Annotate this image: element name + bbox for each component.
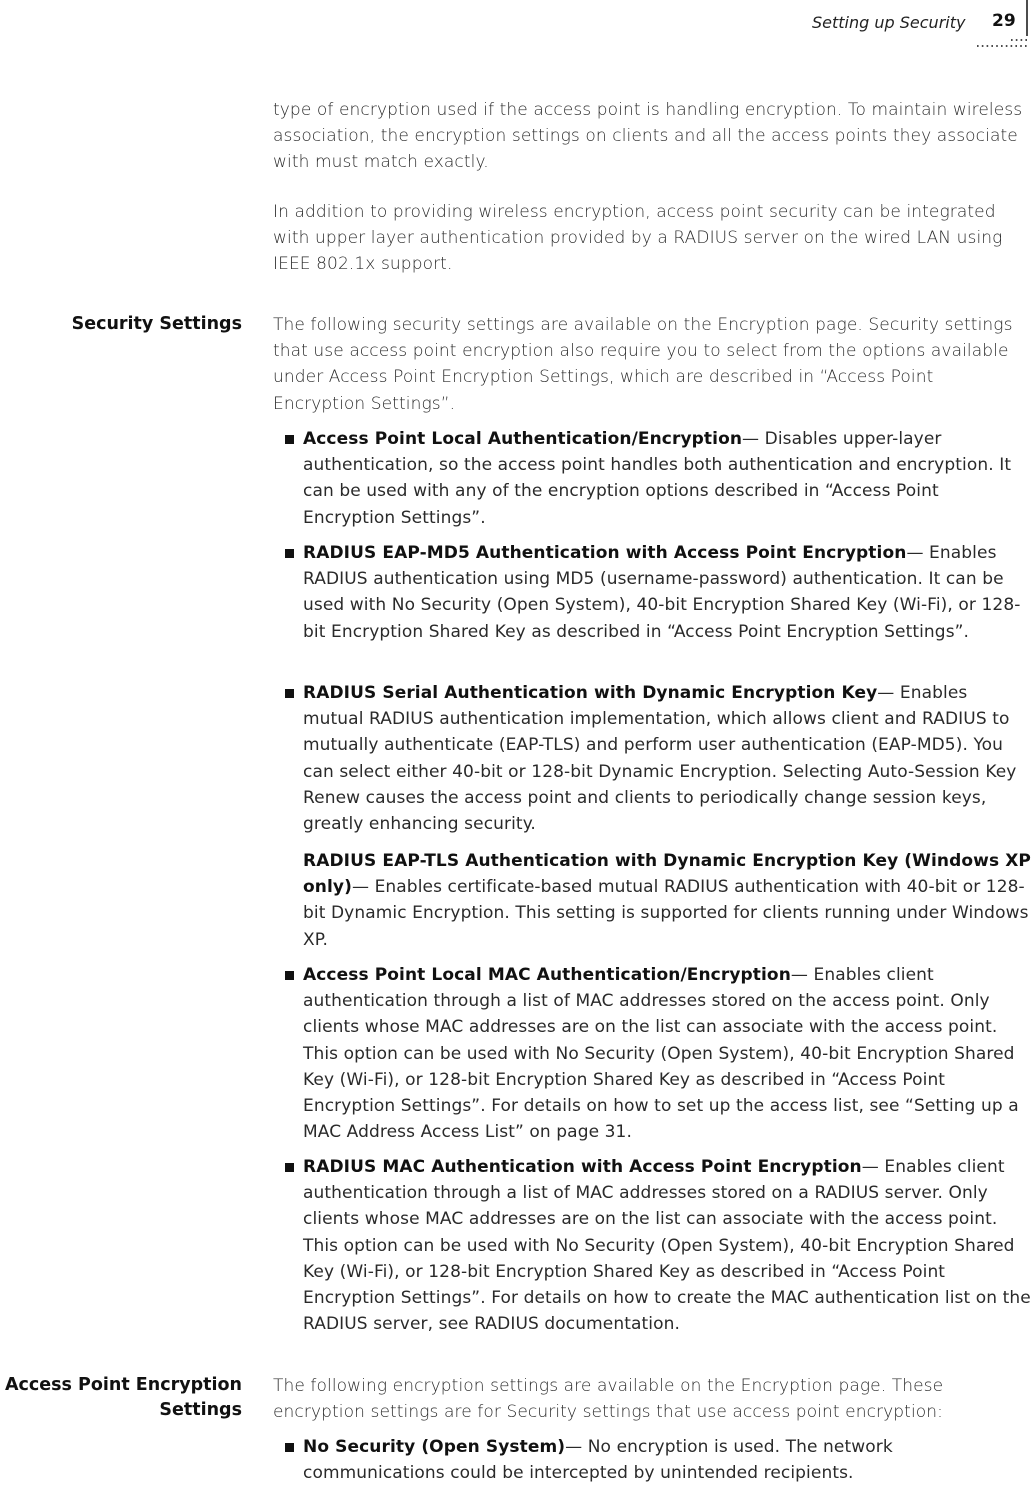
intro-paragraph-2: In addition to providing wireless encryption, access point security can be integrated with upper layer authentication provided by a RADIUS server on the wired LAN using IEEE 802.1x support.: [273, 202, 1003, 275]
security-option-radius-eap-md5: [273, 540, 1032, 645]
corner-rule-graphic: [977, 0, 1029, 50]
bullet-square-icon: [285, 1163, 294, 1172]
option-title: No Security (Open System): [303, 1437, 566, 1457]
bullet-square-icon: [285, 435, 294, 444]
security-option-radius-mac-auth: [273, 1154, 1032, 1337]
option-description: — Disables upper-layer authentication, so the access point handles both authentication and encryption. It can be used with any of the encryption options described in “Access Point Encryption Settings”.: [303, 429, 1012, 528]
running-header-title: Setting up Security: [812, 13, 966, 32]
bullet-square-icon: [285, 689, 294, 698]
security-settings-intro: The following security settings are available on the Encryption page. Security settings that use access point encryption also require you to select from the options available under Access Point Encryption Settings, which are described in “Access Point Encryption Settings”.: [273, 315, 1013, 414]
page-number: 29: [992, 11, 1016, 31]
heading-line-1: Access Point Encryption: [4, 1375, 242, 1395]
encryption-option-no-security: [273, 1434, 1032, 1486]
option-description: — Enables client authentication through a list of MAC addresses stored on the access point. Only clients whose MAC addresses are on the list can associate with the access point. This option can be used with No Security (Open System), 40-bit Encryption Shared Key (Wi-Fi), or 128-bit Encryption Shared Key as described in “Access Point Encryption Settings”. For details on how to set up the access list, see “Setting up a MAC Address Access List” on page 31.: [303, 965, 1019, 1143]
option-title: RADIUS Serial Authentication with Dynamic Encryption Key: [303, 683, 878, 703]
bullet-square-icon: [285, 1443, 294, 1452]
security-option-local-auth: [273, 426, 1032, 531]
security-settings-heading: Security Settings: [71, 314, 242, 334]
security-option-radius-eap-tls: [273, 848, 1032, 953]
heading-line-2: Settings: [159, 1400, 242, 1420]
option-description: — No encryption is used. The network communications could be intercepted by unintended recipients.: [303, 1437, 893, 1484]
ap-encryption-settings-heading: [5, 1373, 242, 1423]
option-title: Access Point Local Authentication/Encryption: [303, 429, 743, 449]
option-description: — Enables RADIUS authentication using MD5 (username-password) authentication. It can be used with No Security (Open System), 40-bit Encryption Shared Key (Wi-Fi), or 128-bit Encryption Shared Key as described in “Access Point Encryption Settings”.: [303, 543, 1021, 642]
option-description: — Enables client authentication through a list of MAC addresses stored on a RADIUS server. Only clients whose MAC addresses are on the list can associate with the access point. This option can be used with No Security (Open System), 40-bit Encryption Shared Key (Wi-Fi), or 128-bit Encryption Shared Key as described in “Access Point Encryption Settings”. For details on how to create the MAC authentication list on the RADIUS server, see RADIUS documentation.: [303, 1157, 1031, 1335]
option-description: — Enables certificate-based mutual RADIUS authentication with 40-bit or 128-bit Dynamic Encryption. This setting is supported for clients running under Windows XP.: [303, 877, 1029, 950]
option-description: — Enables mutual RADIUS authentication implementation, which allows client and RADIUS to mutually authenticate (EAP-TLS) and perform user authentication (EAP-MD5). You can select either 40-bit or 128-bit Dynamic Encryption. Selecting Auto-Session Key Renew causes the access point and clients to periodically change session keys, greatly enhancing security.: [303, 683, 1017, 835]
bullet-square-icon: [285, 971, 294, 980]
option-title: RADIUS EAP-MD5 Authentication with Access Point Encryption: [303, 543, 907, 563]
intro-paragraph-1: type of encryption used if the access point is handling encryption. To maintain wireless association, the encryption settings on clients and all the access points they associate with must match exactly.: [273, 100, 1023, 173]
option-title: RADIUS MAC Authentication with Access Point Encryption: [303, 1157, 862, 1177]
option-title: Access Point Local MAC Authentication/Encryption: [303, 965, 791, 985]
bullet-square-icon: [285, 549, 294, 558]
security-option-local-mac-auth: [273, 962, 1032, 1145]
ap-encryption-settings-intro: The following encryption settings are available on the Encryption page. These encryption settings are for Security settings that use access point encryption:: [273, 1376, 944, 1423]
page-header: [0, 0, 1032, 60]
security-option-radius-serial: [273, 680, 1032, 837]
option-title: RADIUS EAP-TLS Authentication with Dynamic Encryption Key (Windows XP only): [303, 851, 1031, 898]
